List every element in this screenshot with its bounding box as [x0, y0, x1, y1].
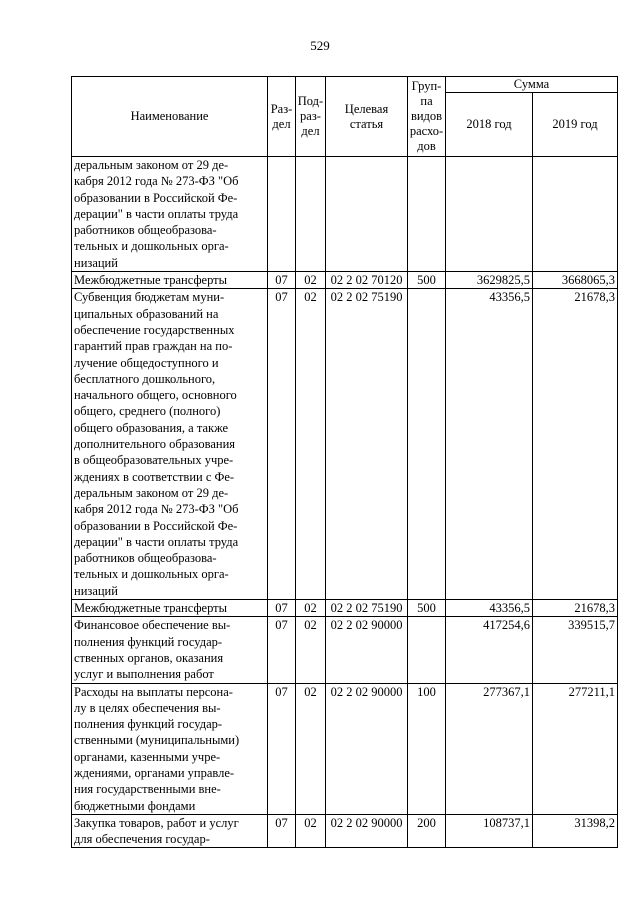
- cell-name: Межбюджетные трансферты: [72, 272, 268, 289]
- cell-group: [408, 617, 446, 683]
- header-group: Груп- па видов расхо- дов: [408, 77, 446, 157]
- cell-razdel: 07: [268, 289, 296, 600]
- header-name: Наименование: [72, 77, 268, 157]
- cell-sum-2019: [533, 157, 618, 272]
- cell-sum-2018: [446, 157, 533, 272]
- table-row: [72, 600, 618, 617]
- cell-name: Межбюджетные трансферты: [72, 600, 268, 617]
- cell-podrazdel: 02: [296, 289, 326, 600]
- cell-name: Финансовое обеспечение вы- полнения функций государ- ственных органов, оказания услуг и выполнения работ: [72, 617, 268, 683]
- cell-sum-2019: 31398,2: [533, 814, 618, 848]
- budget-table: [71, 76, 618, 848]
- cell-sum-2018: 108737,1: [446, 814, 533, 848]
- table-row: [72, 683, 618, 814]
- header-razdel: Раз- дел: [268, 77, 296, 157]
- cell-sum-2018: 43356,5: [446, 289, 533, 600]
- cell-razdel: [268, 157, 296, 272]
- cell-name: Расходы на выплаты персона- лу в целях обеспечения вы- полнения функций государ- ственными (муниципальными) органами, казенными учре- ждениями, органами управле- ния государственными вне- бюджетными фондами: [72, 683, 268, 814]
- cell-group: [408, 289, 446, 600]
- table-body: [72, 157, 618, 848]
- cell-group: 100: [408, 683, 446, 814]
- header-podrazdel: Под- раз- дел: [296, 77, 326, 157]
- cell-sum-2019: 21678,3: [533, 600, 618, 617]
- cell-group: 500: [408, 600, 446, 617]
- cell-razdel: 07: [268, 272, 296, 289]
- cell-target: 02 2 02 90000: [326, 683, 408, 814]
- header-year-2018: 2018 год: [446, 93, 533, 157]
- cell-sum-2019: 3668065,3: [533, 272, 618, 289]
- table-row: [72, 617, 618, 683]
- cell-sum-2018: 277367,1: [446, 683, 533, 814]
- cell-sum-2018: 417254,6: [446, 617, 533, 683]
- cell-group: 200: [408, 814, 446, 848]
- cell-razdel: 07: [268, 814, 296, 848]
- cell-razdel: 07: [268, 600, 296, 617]
- cell-sum-2018: 3629825,5: [446, 272, 533, 289]
- cell-podrazdel: 02: [296, 683, 326, 814]
- cell-name: деральным законом от 29 де- кабря 2012 года № 273-ФЗ "Об образовании в Российской Фе- дерации" в части оплаты труда работников общеобразова- тельных и дошкольных орга- низаций: [72, 157, 268, 272]
- header-sum: Сумма: [446, 77, 618, 93]
- table-header: [72, 77, 618, 157]
- cell-name: Закупка товаров, работ и услуг для обеспечения государ-: [72, 814, 268, 848]
- cell-sum-2018: 43356,5: [446, 600, 533, 617]
- cell-group: 500: [408, 272, 446, 289]
- cell-razdel: 07: [268, 617, 296, 683]
- cell-sum-2019: 339515,7: [533, 617, 618, 683]
- cell-target: 02 2 02 90000: [326, 814, 408, 848]
- table-row: [72, 814, 618, 848]
- table-row: [72, 289, 618, 600]
- header-target: Целевая статья: [326, 77, 408, 157]
- header-year-2019: 2019 год: [533, 93, 618, 157]
- cell-name: Субвенция бюджетам муни- ципальных образований на обеспечение государственных гарантий прав граждан на по- лучение общедоступного и бесплатного дошкольного, начального общего, основного общего, среднего (полного) общего образования, а также дополнительного образования в общеобразовательных учре- ждениях в соответствии с Фе- деральным законом от 29 де- кабря 2012 года № 273-ФЗ "Об образовании в Российской Фе- дерации" в части оплаты труда работников общеобразова- тельных и дошкольных орга- низаций: [72, 289, 268, 600]
- cell-target: 02 2 02 75190: [326, 289, 408, 600]
- cell-group: [408, 157, 446, 272]
- cell-razdel: 07: [268, 683, 296, 814]
- table-row: [72, 157, 618, 272]
- cell-target: 02 2 02 70120: [326, 272, 408, 289]
- cell-podrazdel: 02: [296, 617, 326, 683]
- page-number: 529: [310, 38, 330, 53]
- cell-sum-2019: 277211,1: [533, 683, 618, 814]
- cell-target: 02 2 02 75190: [326, 600, 408, 617]
- cell-sum-2019: 21678,3: [533, 289, 618, 600]
- cell-podrazdel: 02: [296, 814, 326, 848]
- cell-podrazdel: 02: [296, 272, 326, 289]
- cell-target: [326, 157, 408, 272]
- cell-podrazdel: [296, 157, 326, 272]
- cell-target: 02 2 02 90000: [326, 617, 408, 683]
- cell-podrazdel: 02: [296, 600, 326, 617]
- table-row: [72, 272, 618, 289]
